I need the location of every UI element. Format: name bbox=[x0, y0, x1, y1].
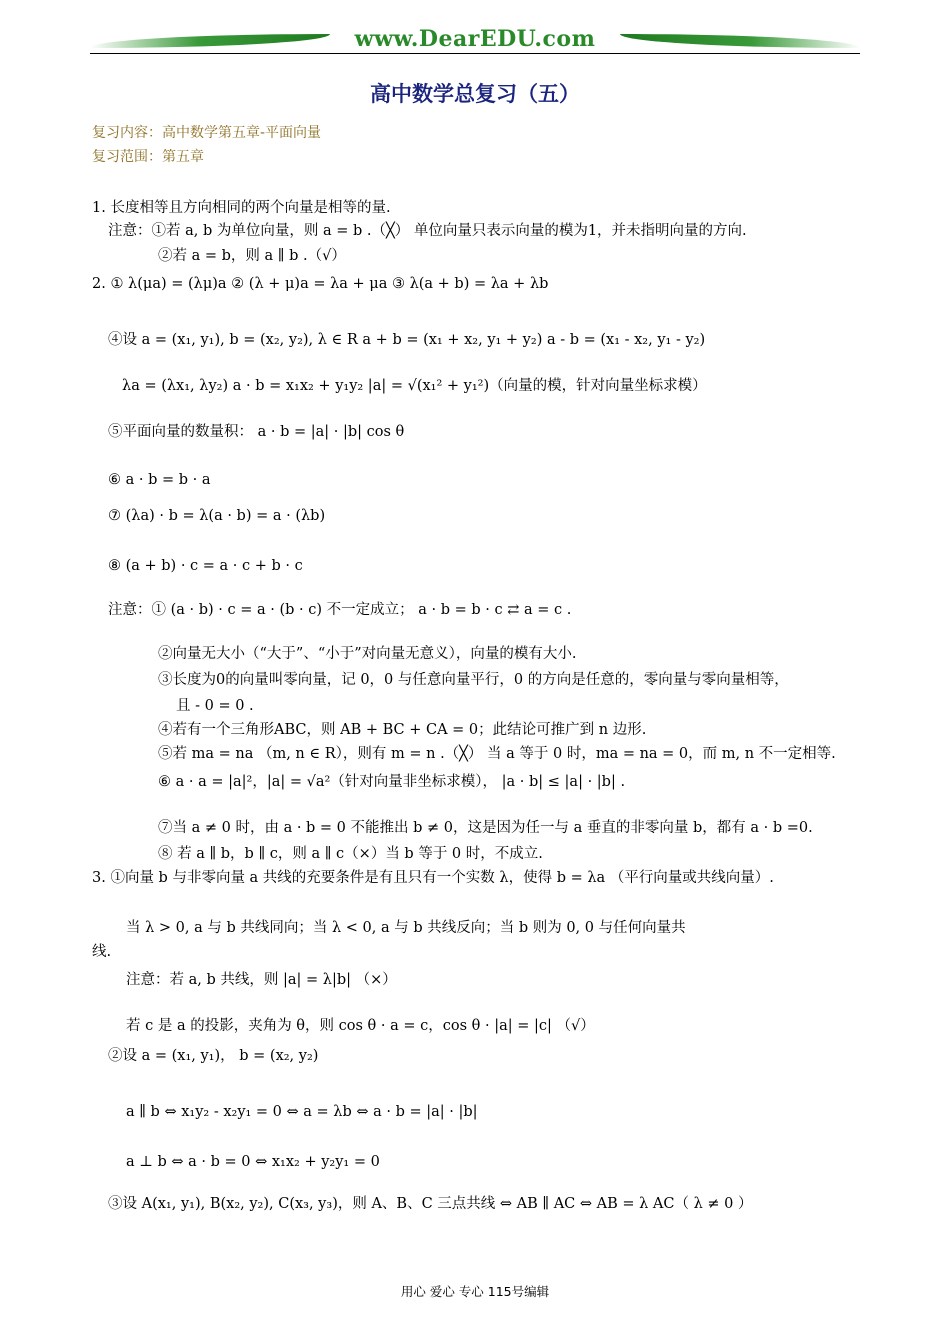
header-banner bbox=[90, 26, 860, 60]
line-25: ②设 a = (x₁, y₁)， b = (x₂, y₂) bbox=[108, 1048, 319, 1064]
line-12: ②向量无大小（“大于”、“小于”对向量无意义），向量的模有大小. bbox=[158, 646, 577, 662]
line-13: ③长度为0的向量叫零向量，记 0，0 与任意向量平行，0 的方向是任意的，零向量与零向量相等， bbox=[158, 672, 789, 688]
line-7: ⑤平面向量的数量积： a · b = |a| · |b| cos θ bbox=[108, 424, 405, 440]
line-19: ⑧ 若 a ∥ b，b ∥ c，则 a ∥ c（×）当 b 等于 0 时，不成立. bbox=[158, 846, 543, 862]
line-26: a ∥ b ⇔ x₁y₂ - x₂y₁ = 0 ⇔ a = λb ⇔ a · b = |a| · |b| bbox=[126, 1104, 478, 1120]
meta-content: 复习内容：高中数学第五章-平面向量 bbox=[92, 125, 322, 141]
header-rule bbox=[90, 53, 860, 54]
leaf-right-decoration bbox=[620, 34, 860, 48]
line-4: 2. ① λ(μa) = (λμ)a ② (λ + μ)a = λa + μa ③ λ(a + b) = λa + λb bbox=[92, 276, 549, 292]
line-28: ③设 A(x₁, y₁), B(x₂, y₂), C(x₃, y₃)，则 A、B、C 三点共线 ⇔ AB ∥ AC ⇔ AB = λ AC（ λ ≠ 0 ） bbox=[108, 1196, 753, 1212]
line-10: ⑧ (a + b) · c = a · c + b · c bbox=[108, 558, 303, 574]
meta-range: 复习范围：第五章 bbox=[92, 149, 204, 165]
site-url: www.DearEDU.com bbox=[354, 26, 596, 52]
line-14: 且 - 0 = 0 . bbox=[176, 698, 254, 714]
line-5: ④设 a = (x₁, y₁), b = (x₂, y₂), λ ∈ R a + b = (x₁ + x₂, y₁ + y₂) a - b = (x₁ - x₂, y₁ - y₂) bbox=[108, 332, 706, 348]
line-16: ⑤若 ma = na （m, n ∈ R），则有 m = n .（╳） 当 a 等于 0 时，ma = na = 0，而 m, n 不一定相等. bbox=[158, 746, 836, 762]
line-17: ⑥ a · a = |a|²，|a| = √a²（针对向量非坐标求模）， |a · b| ≤ |a| · |b| . bbox=[158, 774, 626, 790]
line-21: 当 λ > 0, a 与 b 共线同向；当 λ < 0, a 与 b 共线反向；当 b 则为 0, 0 与任何向量共 bbox=[126, 920, 686, 936]
line-8: ⑥ a · b = b · a bbox=[108, 472, 211, 488]
line-6: λa = (λx₁, λy₂) a · b = x₁x₂ + y₁y₂ |a| = √(x₁² + y₁²)（向量的模，针对向量坐标求模） bbox=[122, 378, 707, 394]
line-3: ②若 a = b，则 a ∥ b .（√） bbox=[158, 248, 346, 264]
doc-title: 高中数学总复习（五） bbox=[370, 82, 580, 106]
line-22: 线. bbox=[92, 944, 112, 960]
line-11: 注意：① (a · b) · c = a · (b · c) 不一定成立； a · b = b · c ⇄ a = c . bbox=[108, 602, 572, 618]
page-footer: 用心 爱心 专心 115号编辑 bbox=[400, 1284, 550, 1299]
line-27: a ⊥ b ⇔ a · b = 0 ⇔ x₁x₂ + y₂y₁ = 0 bbox=[126, 1154, 380, 1170]
line-1: 1. 长度相等且方向相同的两个向量是相等的量. bbox=[92, 200, 391, 216]
line-18: ⑦当 a ≠ 0 时，由 a · b = 0 不能推出 b ≠ 0，这是因为任一与 a 垂直的非零向量 b，都有 a · b =0. bbox=[158, 820, 813, 836]
line-20: 3. ①向量 b 与非零向量 a 共线的充要条件是有且只有一个实数 λ，使得 b = λa （平行向量或共线向量）. bbox=[92, 870, 774, 886]
line-24: 若 c 是 a 的投影，夹角为 θ，则 cos θ · a = c，cos θ · |a| = |c| （√） bbox=[126, 1018, 595, 1034]
line-9: ⑦ (λa) · b = λ(a · b) = a · (λb) bbox=[108, 508, 326, 524]
line-15: ④若有一个三角形ABC，则 AB + BC + CA = 0；此结论可推广到 n 边形. bbox=[158, 722, 647, 738]
line-2: 注意：①若 a, b 为单位向量，则 a = b .（╳） 单位向量只表示向量的模为1，并未指明向量的方向. bbox=[108, 223, 747, 239]
line-23: 注意：若 a, b 共线，则 |a| = λ|b| （×） bbox=[126, 972, 397, 988]
leaf-left-decoration bbox=[90, 34, 330, 48]
